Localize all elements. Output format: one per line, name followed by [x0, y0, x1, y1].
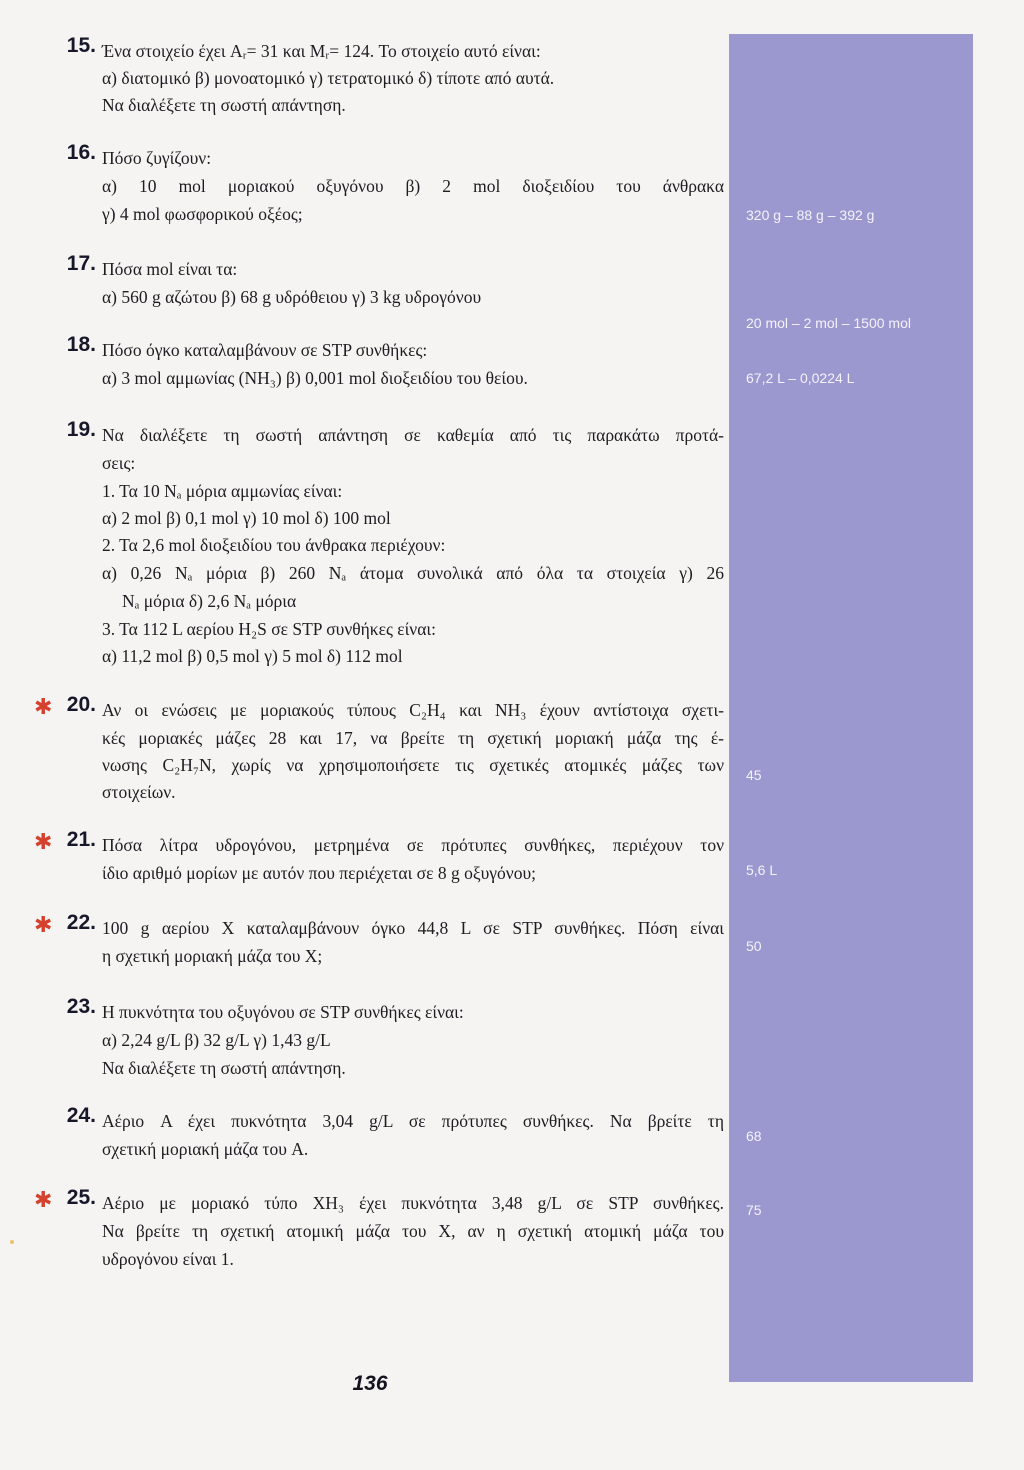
question-text-line: Πόσα λίτρα υδρογόνου, μετρημένα σε πρότυπες συνθήκες, περιέχουν τον [102, 835, 724, 855]
question-number: 18. [66, 333, 96, 356]
star-icon: ✱ [34, 1188, 53, 1213]
answer-25: 75 [746, 1202, 762, 1218]
question-text-line: Αέριο A έχει πυκνότητα 3,04 g/L σε πρότυπες συνθήκες. Να βρείτε τη [102, 1111, 724, 1131]
question-text-line: α) 10 mol μοριακού οξυγόνου β) 2 mol διοξειδίου του άνθρακα [102, 176, 724, 196]
question-text-line: 2. Τα 2,6 mol διοξειδίου του άνθρακα περιέχουν: [102, 535, 446, 555]
question-text-line: 3. Τα 112 L αερίου H₂S σε STP συνθήκες είναι: [102, 619, 436, 639]
question-text-line: Nₐ μόρια δ) 2,6 Nₐ μόρια [122, 591, 297, 611]
question-number: 17. [66, 252, 96, 275]
question-text-line: Πόσο ζυγίζουν: [102, 148, 212, 168]
question-text-line: η σχετική μοριακή μάζα του X; [102, 946, 323, 966]
answer-24: 68 [746, 1128, 762, 1144]
answer-18: 67,2 L – 0,0224 L [746, 370, 855, 386]
question-text-line: σχετική μοριακή μάζα του A. [102, 1139, 309, 1159]
question-text-line: νωσης C₂H₇N, χωρίς να χρησιμοποιήσετε τις σχετικές ατομικές μάζες των [102, 755, 724, 775]
question-number: 21. [66, 828, 96, 851]
question-text-line: Να διαλέξετε τη σωστή απάντηση σε καθεμία από τις παρακάτω προτά- [102, 425, 724, 445]
question-text-line: α) διατομικό β) μονοατομικό γ) τετρατομικό δ) τίποτε από αυτά. [102, 68, 555, 88]
speck-decoration [10, 1240, 14, 1244]
question-text-line: σεις: [102, 453, 136, 473]
question-text-line: 100 g αερίου X καταλαμβάνουν όγκο 44,8 L σε STP συνθήκες. Πόση είναι [102, 918, 724, 938]
question-number: 24. [66, 1104, 96, 1127]
answer-21: 5,6 L [746, 862, 778, 878]
question-number: 25. [66, 1186, 96, 1209]
question-text-line: γ) 4 mol φωσφορικού οξέος; [102, 204, 303, 224]
question-text-line: Αν οι ενώσεις με μοριακούς τύπους C₂H₄ και NH₃ έχουν αντίστοιχα σχετι- [102, 700, 724, 720]
answer-22: 50 [746, 938, 762, 954]
question-number: 20. [66, 693, 96, 716]
question-text-line: Να διαλέξετε τη σωστή απάντηση. [102, 1058, 346, 1078]
answer-16: 320 g – 88 g – 392 g [746, 207, 875, 223]
page-number: 136 [352, 1372, 388, 1395]
question-text-line: α) 3 mol αμμωνίας (NH₃) β) 0,001 mol διοξειδίου του θείου. [102, 368, 528, 388]
question-text-line: Ένα στοιχείο έχει Aᵣ= 31 και Mᵣ= 124. Το στοιχείο αυτό είναι: [102, 41, 541, 61]
question-text-line: 1. Τα 10 Nₐ μόρια αμμωνίας είναι: [102, 481, 343, 501]
question-number: 23. [66, 995, 96, 1018]
question-text-line: α) 0,26 Nₐ μόρια β) 260 Nₐ άτομα συνολικά από όλα τα στοιχεία γ) 26 [102, 563, 724, 583]
question-number: 15. [66, 34, 96, 57]
star-icon: ✱ [34, 830, 53, 855]
question-text-line: Να βρείτε τη σχετική ατομική μάζα του X, αν η σχετική ατομική μάζα του [102, 1221, 724, 1241]
star-icon: ✱ [34, 913, 53, 938]
answer-20: 45 [746, 767, 762, 783]
question-text-line: Πόσο όγκο καταλαμβάνουν σε STP συνθήκες: [102, 340, 428, 360]
answers-sidebar [729, 34, 973, 1382]
question-number: 16. [66, 141, 96, 164]
question-text-line: κές μοριακές μάζες 28 και 17, να βρείτε τη σχετική μοριακή μάζα της έ- [102, 728, 724, 748]
question-text-line: στοιχείων. [102, 782, 176, 802]
question-text-line: α) 2,24 g/L β) 32 g/L γ) 1,43 g/L [102, 1030, 331, 1050]
question-text-line: α) 2 mol β) 0,1 mol γ) 10 mol δ) 100 mol [102, 508, 391, 528]
question-text-line: Αέριο με μοριακό τύπο XH₃ έχει πυκνότητα 3,48 g/L σε STP συνθήκες. [102, 1193, 724, 1213]
question-text-line: α) 11,2 mol β) 0,5 mol γ) 5 mol δ) 112 mol [102, 646, 403, 666]
answer-17: 20 mol – 2 mol – 1500 mol [746, 315, 911, 331]
star-icon: ✱ [34, 695, 53, 720]
question-number: 19. [66, 418, 96, 441]
question-text-line: Να διαλέξετε τη σωστή απάντηση. [102, 95, 346, 115]
question-text-line: Η πυκνότητα του οξυγόνου σε STP συνθήκες είναι: [102, 1002, 464, 1022]
question-text-line: α) 560 g αζώτου β) 68 g υδρόθειου γ) 3 kg υδρογόνου [102, 287, 482, 307]
question-number: 22. [66, 911, 96, 934]
question-text-line: ίδιο αριθμό μορίων με αυτόν που περιέχεται σε 8 g οξυγόνου; [102, 863, 536, 883]
question-text-line: Πόσα mol είναι τα: [102, 259, 238, 279]
question-text-line: υδρογόνου είναι 1. [102, 1249, 234, 1269]
